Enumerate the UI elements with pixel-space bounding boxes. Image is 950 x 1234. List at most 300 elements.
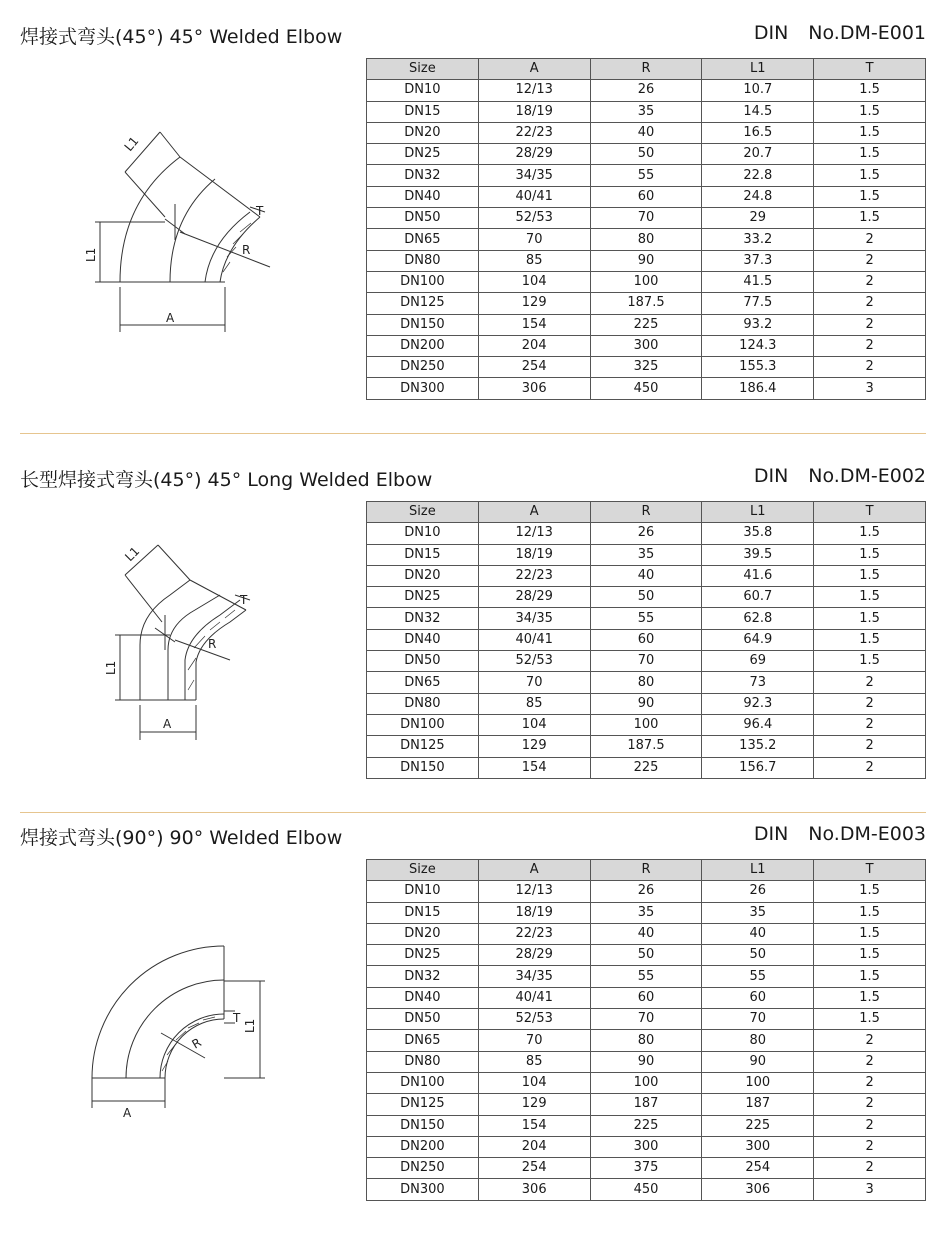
table-cell: 129 xyxy=(478,736,590,757)
table-cell: 124.3 xyxy=(702,335,814,356)
table-cell: DN32 xyxy=(367,966,479,987)
section-e003 xyxy=(0,823,950,1213)
table-cell: 90 xyxy=(702,1051,814,1072)
col-header: Size xyxy=(367,502,479,523)
table-row xyxy=(367,122,926,143)
table-cell: 52/53 xyxy=(478,651,590,672)
table-row xyxy=(367,1051,926,1072)
table-cell: 41.5 xyxy=(702,271,814,292)
table-cell: 3 xyxy=(814,1179,926,1200)
col-header: T xyxy=(814,59,926,80)
table-cell: 450 xyxy=(590,378,702,399)
table-cell: 2 xyxy=(814,693,926,714)
table-cell: DN125 xyxy=(367,293,479,314)
table-cell: 1.5 xyxy=(814,902,926,923)
section-e002 xyxy=(0,465,950,785)
col-header: A xyxy=(478,502,590,523)
table-cell: DN40 xyxy=(367,987,479,1008)
table-cell: 70 xyxy=(702,1009,814,1030)
spec-table-e002 xyxy=(366,501,926,779)
table-cell: 26 xyxy=(590,881,702,902)
table-cell: 300 xyxy=(590,335,702,356)
table-cell: 96.4 xyxy=(702,714,814,735)
table-cell: 100 xyxy=(702,1072,814,1093)
table-cell: 70 xyxy=(478,672,590,693)
dim-label-a: A xyxy=(123,1106,132,1120)
dim-label-l1-diagonal: L1 xyxy=(122,544,143,565)
table-cell: 2 xyxy=(814,250,926,271)
table-row xyxy=(367,902,926,923)
table-cell: 2 xyxy=(814,714,926,735)
table-row xyxy=(367,523,926,544)
table-cell: 129 xyxy=(478,293,590,314)
table-row xyxy=(367,923,926,944)
table-cell: 33.2 xyxy=(702,229,814,250)
table-cell: DN32 xyxy=(367,165,479,186)
table-cell: 39.5 xyxy=(702,544,814,565)
table-cell: 1.5 xyxy=(814,186,926,207)
table-row xyxy=(367,1179,926,1200)
table-cell: 1.5 xyxy=(814,1009,926,1030)
spec-table-e003 xyxy=(366,859,926,1201)
table-cell: 85 xyxy=(478,250,590,271)
table-cell: 70 xyxy=(478,229,590,250)
dim-label-a: A xyxy=(166,311,175,325)
code-number: No.DM-E001 xyxy=(808,22,926,44)
table-cell: 187.5 xyxy=(590,736,702,757)
table-cell: DN40 xyxy=(367,186,479,207)
table-row xyxy=(367,693,926,714)
table-cell: 325 xyxy=(590,357,702,378)
table-cell: 154 xyxy=(478,1115,590,1136)
table-row xyxy=(367,229,926,250)
table-cell: 2 xyxy=(814,1051,926,1072)
col-header: L1 xyxy=(702,860,814,881)
table-cell: DN50 xyxy=(367,208,479,229)
table-cell: 375 xyxy=(590,1158,702,1179)
table-cell: 55 xyxy=(590,966,702,987)
table-row xyxy=(367,378,926,399)
table-cell: 90 xyxy=(590,250,702,271)
section-title: 长型焊接式弯头(45°) 45° Long Welded Elbow xyxy=(20,469,433,491)
elbow-45-long-drawing xyxy=(70,540,300,760)
dim-label-t: T xyxy=(256,204,264,218)
table-cell: 10.7 xyxy=(702,80,814,101)
table-cell: 12/13 xyxy=(478,80,590,101)
table-cell: 1.5 xyxy=(814,608,926,629)
table-cell: 156.7 xyxy=(702,757,814,778)
table-row xyxy=(367,565,926,586)
table-row xyxy=(367,651,926,672)
dim-label-r: R xyxy=(242,243,251,257)
table-cell: 1.5 xyxy=(814,966,926,987)
table-cell: 40 xyxy=(590,122,702,143)
section-title: 焊接式弯头(45°) 45° Welded Elbow xyxy=(20,26,343,48)
table-cell: 12/13 xyxy=(478,881,590,902)
table-cell: DN125 xyxy=(367,736,479,757)
table-cell: 60.7 xyxy=(702,587,814,608)
table-cell: DN65 xyxy=(367,672,479,693)
table-cell: 104 xyxy=(478,714,590,735)
dim-label-r: R xyxy=(189,1035,204,1052)
table-row xyxy=(367,881,926,902)
table-cell: 129 xyxy=(478,1094,590,1115)
table-cell: 1.5 xyxy=(814,629,926,650)
product-code xyxy=(754,465,926,487)
table-row xyxy=(367,1094,926,1115)
table-cell: 100 xyxy=(590,714,702,735)
product-code xyxy=(754,22,926,44)
table-cell: DN32 xyxy=(367,608,479,629)
table-cell: 85 xyxy=(478,1051,590,1072)
table-cell: 2 xyxy=(814,1158,926,1179)
code-number: No.DM-E003 xyxy=(808,823,926,845)
table-cell: DN50 xyxy=(367,651,479,672)
table-row xyxy=(367,80,926,101)
table-cell: 70 xyxy=(590,651,702,672)
table-cell: 52/53 xyxy=(478,1009,590,1030)
standard-label: DIN xyxy=(753,823,789,845)
table-cell: DN50 xyxy=(367,1009,479,1030)
table-cell: 18/19 xyxy=(478,544,590,565)
dim-label-l1-vertical: L1 xyxy=(243,1018,257,1033)
table-cell: 104 xyxy=(478,271,590,292)
table-cell: 187 xyxy=(702,1094,814,1115)
table-row xyxy=(367,1158,926,1179)
table-cell: 52/53 xyxy=(478,208,590,229)
table-cell: DN200 xyxy=(367,1136,479,1157)
table-cell: 40 xyxy=(702,923,814,944)
table-cell: 2 xyxy=(814,1030,926,1051)
table-cell: 225 xyxy=(590,757,702,778)
table-cell: 22/23 xyxy=(478,122,590,143)
table-cell: 28/29 xyxy=(478,945,590,966)
table-row xyxy=(367,165,926,186)
table-cell: 306 xyxy=(478,1179,590,1200)
table-cell: 1.5 xyxy=(814,923,926,944)
table-cell: 35 xyxy=(590,101,702,122)
table-cell: 28/29 xyxy=(478,144,590,165)
table-row xyxy=(367,314,926,335)
table-cell: 41.6 xyxy=(702,565,814,586)
table-cell: 187.5 xyxy=(590,293,702,314)
table-cell: 50 xyxy=(590,587,702,608)
table-row xyxy=(367,757,926,778)
table-cell: 104 xyxy=(478,1072,590,1093)
section-e001 xyxy=(0,22,950,402)
col-header: A xyxy=(478,59,590,80)
table-cell: 35.8 xyxy=(702,523,814,544)
dim-label-t: T xyxy=(240,593,248,607)
table-cell: 90 xyxy=(590,693,702,714)
table-cell: 70 xyxy=(478,1030,590,1051)
table-cell: 306 xyxy=(478,378,590,399)
table-cell: 186.4 xyxy=(702,378,814,399)
table-row xyxy=(367,945,926,966)
table-header-row xyxy=(367,860,926,881)
table-cell: 135.2 xyxy=(702,736,814,757)
table-cell: 40/41 xyxy=(478,987,590,1008)
table-cell: 154 xyxy=(478,314,590,335)
table-cell: DN10 xyxy=(367,523,479,544)
table-cell: 64.9 xyxy=(702,629,814,650)
table-cell: 92.3 xyxy=(702,693,814,714)
table-cell: 2 xyxy=(814,1136,926,1157)
table-cell: 70 xyxy=(590,1009,702,1030)
table-cell: 73 xyxy=(702,672,814,693)
table-row xyxy=(367,544,926,565)
table-cell: DN20 xyxy=(367,122,479,143)
table-cell: 60 xyxy=(590,987,702,1008)
table-cell: 225 xyxy=(702,1115,814,1136)
table-cell: DN150 xyxy=(367,314,479,335)
dim-label-t: T xyxy=(233,1011,241,1025)
table-cell: 1.5 xyxy=(814,565,926,586)
standard-label: DIN xyxy=(753,465,789,487)
table-cell: 26 xyxy=(590,80,702,101)
code-number: No.DM-E002 xyxy=(808,465,926,487)
table-cell: 18/19 xyxy=(478,101,590,122)
col-header: A xyxy=(478,860,590,881)
elbow-90-drawing xyxy=(70,933,300,1123)
table-cell: 450 xyxy=(590,1179,702,1200)
table-cell: 254 xyxy=(478,1158,590,1179)
table-cell: DN80 xyxy=(367,250,479,271)
table-cell: 35 xyxy=(590,544,702,565)
table-cell: 14.5 xyxy=(702,101,814,122)
table-row xyxy=(367,144,926,165)
table-cell: DN10 xyxy=(367,881,479,902)
table-cell: 34/35 xyxy=(478,165,590,186)
table-cell: 29 xyxy=(702,208,814,229)
table-cell: 28/29 xyxy=(478,587,590,608)
table-cell: 22/23 xyxy=(478,923,590,944)
table-cell: 3 xyxy=(814,378,926,399)
table-cell: 1.5 xyxy=(814,80,926,101)
table-cell: 18/19 xyxy=(478,902,590,923)
table-cell: 2 xyxy=(814,271,926,292)
table-cell: 1.5 xyxy=(814,651,926,672)
table-cell: DN150 xyxy=(367,757,479,778)
table-header-row xyxy=(367,502,926,523)
table-cell: DN25 xyxy=(367,945,479,966)
table-cell: 80 xyxy=(590,229,702,250)
table-row xyxy=(367,250,926,271)
table-cell: 204 xyxy=(478,1136,590,1157)
table-row xyxy=(367,101,926,122)
table-cell: 26 xyxy=(702,881,814,902)
table-cell: DN40 xyxy=(367,629,479,650)
table-row xyxy=(367,293,926,314)
table-cell: 1.5 xyxy=(814,945,926,966)
table-row xyxy=(367,966,926,987)
table-cell: 254 xyxy=(478,357,590,378)
table-cell: DN200 xyxy=(367,335,479,356)
col-header: T xyxy=(814,860,926,881)
table-cell: 1.5 xyxy=(814,208,926,229)
dim-label-l1-diagonal: L1 xyxy=(121,133,142,154)
table-cell: 50 xyxy=(590,945,702,966)
table-cell: 62.8 xyxy=(702,608,814,629)
table-row xyxy=(367,714,926,735)
table-cell: 40/41 xyxy=(478,629,590,650)
table-cell: DN20 xyxy=(367,565,479,586)
elbow-45-drawing xyxy=(70,122,300,342)
table-cell: 85 xyxy=(478,693,590,714)
table-cell: 1.5 xyxy=(814,881,926,902)
col-header: T xyxy=(814,502,926,523)
table-cell: 100 xyxy=(590,1072,702,1093)
table-cell: 40 xyxy=(590,923,702,944)
table-cell: DN300 xyxy=(367,1179,479,1200)
table-cell: 2 xyxy=(814,293,926,314)
col-header: L1 xyxy=(702,59,814,80)
table-cell: 69 xyxy=(702,651,814,672)
dim-label-l1-vertical: L1 xyxy=(84,247,98,262)
table-cell: 306 xyxy=(702,1179,814,1200)
spec-table-e001 xyxy=(366,58,926,400)
table-cell: 24.8 xyxy=(702,186,814,207)
table-cell: 225 xyxy=(590,314,702,335)
table-cell: DN80 xyxy=(367,693,479,714)
table-row xyxy=(367,587,926,608)
table-cell: DN20 xyxy=(367,923,479,944)
table-cell: 300 xyxy=(702,1136,814,1157)
table-cell: 40/41 xyxy=(478,186,590,207)
table-cell: 20.7 xyxy=(702,144,814,165)
table-cell: 254 xyxy=(702,1158,814,1179)
table-cell: 60 xyxy=(590,629,702,650)
table-cell: 2 xyxy=(814,1094,926,1115)
table-cell: 35 xyxy=(702,902,814,923)
table-cell: DN250 xyxy=(367,1158,479,1179)
table-cell: 50 xyxy=(590,144,702,165)
table-cell: 1.5 xyxy=(814,523,926,544)
table-cell: 2 xyxy=(814,229,926,250)
table-cell: 60 xyxy=(702,987,814,1008)
table-cell: 80 xyxy=(590,1030,702,1051)
table-cell: 2 xyxy=(814,672,926,693)
table-cell: DN100 xyxy=(367,714,479,735)
table-cell: 1.5 xyxy=(814,587,926,608)
table-cell: DN15 xyxy=(367,902,479,923)
table-row xyxy=(367,186,926,207)
table-row xyxy=(367,629,926,650)
table-cell: 26 xyxy=(590,523,702,544)
standard-label: DIN xyxy=(753,22,789,44)
table-cell: 22.8 xyxy=(702,165,814,186)
table-cell: 2 xyxy=(814,357,926,378)
table-cell: DN100 xyxy=(367,271,479,292)
table-cell: 35 xyxy=(590,902,702,923)
table-cell: DN150 xyxy=(367,1115,479,1136)
table-cell: 204 xyxy=(478,335,590,356)
table-cell: 93.2 xyxy=(702,314,814,335)
table-cell: 34/35 xyxy=(478,966,590,987)
table-cell: DN65 xyxy=(367,1030,479,1051)
table-cell: 2 xyxy=(814,757,926,778)
product-code xyxy=(754,823,926,845)
table-cell: 1.5 xyxy=(814,144,926,165)
col-header: R xyxy=(590,502,702,523)
table-cell: 2 xyxy=(814,1115,926,1136)
section-title: 焊接式弯头(90°) 90° Welded Elbow xyxy=(20,827,343,849)
dim-label-l1-vertical: L1 xyxy=(104,660,118,675)
table-row xyxy=(367,357,926,378)
table-cell: DN80 xyxy=(367,1051,479,1072)
table-row xyxy=(367,271,926,292)
section-divider xyxy=(20,433,926,434)
table-cell: DN65 xyxy=(367,229,479,250)
table-cell: DN10 xyxy=(367,80,479,101)
table-cell: DN300 xyxy=(367,378,479,399)
table-cell: 1.5 xyxy=(814,165,926,186)
table-cell: 187 xyxy=(590,1094,702,1115)
table-row xyxy=(367,208,926,229)
col-header: L1 xyxy=(702,502,814,523)
table-row xyxy=(367,1136,926,1157)
table-row xyxy=(367,1030,926,1051)
dim-label-a: A xyxy=(163,717,172,731)
table-cell: DN125 xyxy=(367,1094,479,1115)
table-cell: 2 xyxy=(814,736,926,757)
table-cell: DN15 xyxy=(367,101,479,122)
table-cell: 55 xyxy=(590,608,702,629)
table-cell: 80 xyxy=(702,1030,814,1051)
table-cell: 80 xyxy=(590,672,702,693)
table-row xyxy=(367,1072,926,1093)
table-cell: 100 xyxy=(590,271,702,292)
table-cell: DN25 xyxy=(367,144,479,165)
table-row xyxy=(367,1009,926,1030)
table-cell: 300 xyxy=(590,1136,702,1157)
section-divider xyxy=(20,812,926,813)
table-cell: 225 xyxy=(590,1115,702,1136)
table-cell: 55 xyxy=(590,165,702,186)
table-cell: 90 xyxy=(590,1051,702,1072)
table-cell: 34/35 xyxy=(478,608,590,629)
table-cell: 50 xyxy=(702,945,814,966)
col-header: Size xyxy=(367,860,479,881)
table-cell: 37.3 xyxy=(702,250,814,271)
col-header: R xyxy=(590,59,702,80)
table-cell: 2 xyxy=(814,335,926,356)
table-row xyxy=(367,335,926,356)
table-cell: 2 xyxy=(814,314,926,335)
table-cell: 1.5 xyxy=(814,987,926,1008)
table-cell: 55 xyxy=(702,966,814,987)
col-header: R xyxy=(590,860,702,881)
table-cell: 16.5 xyxy=(702,122,814,143)
table-cell: 60 xyxy=(590,186,702,207)
table-cell: 22/23 xyxy=(478,565,590,586)
table-row xyxy=(367,736,926,757)
table-cell: 70 xyxy=(590,208,702,229)
table-cell: 2 xyxy=(814,1072,926,1093)
table-header-row xyxy=(367,59,926,80)
table-cell: 77.5 xyxy=(702,293,814,314)
table-cell: 155.3 xyxy=(702,357,814,378)
table-cell: 154 xyxy=(478,757,590,778)
table-cell: 40 xyxy=(590,565,702,586)
table-cell: 1.5 xyxy=(814,101,926,122)
table-cell: DN25 xyxy=(367,587,479,608)
table-row xyxy=(367,672,926,693)
table-row xyxy=(367,1115,926,1136)
table-row xyxy=(367,987,926,1008)
table-cell: DN15 xyxy=(367,544,479,565)
table-cell: DN100 xyxy=(367,1072,479,1093)
